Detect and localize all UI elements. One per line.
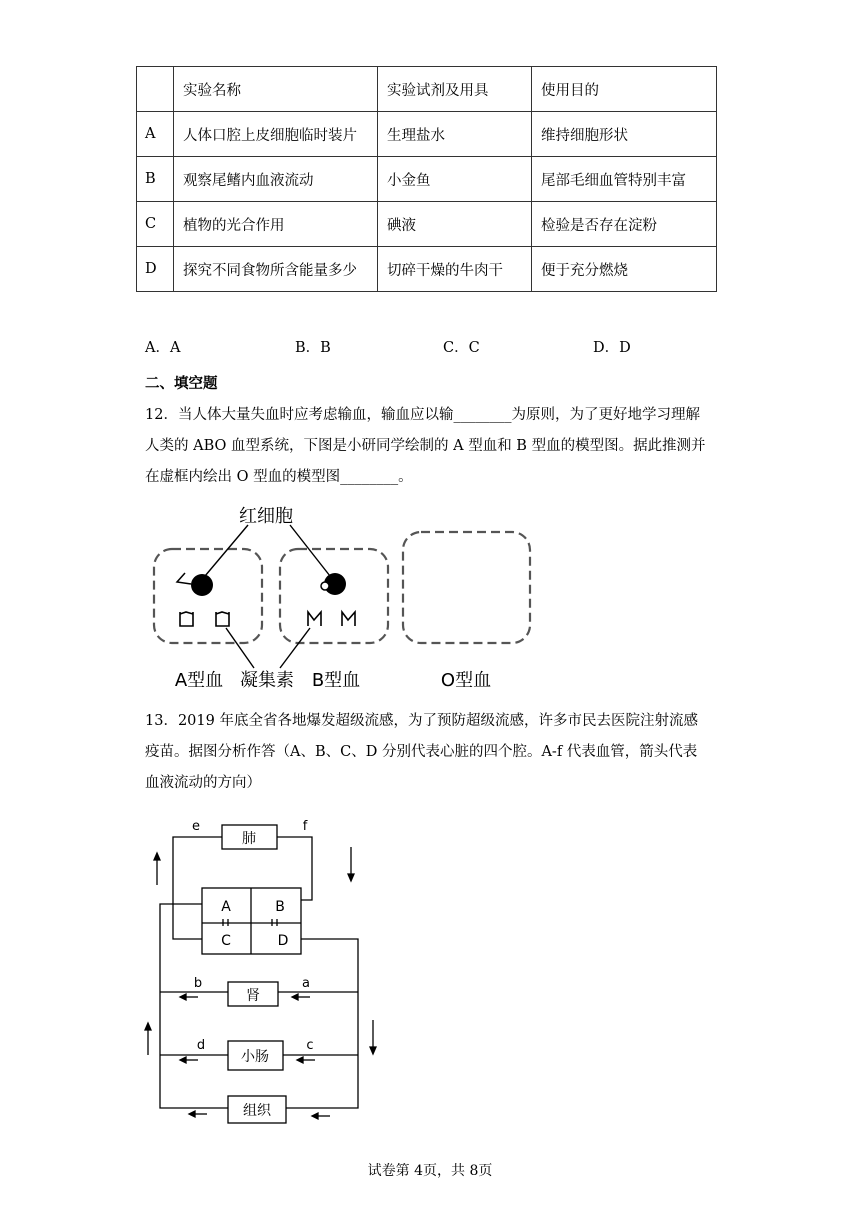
vessel-label: a xyxy=(302,976,310,991)
table-row xyxy=(137,112,717,157)
table-row xyxy=(137,247,717,292)
label-agglutinin: 凝集素 xyxy=(240,670,294,691)
chamber-c: C xyxy=(221,933,231,949)
option-c[interactable]: C．C xyxy=(443,340,480,356)
table-header-cell xyxy=(137,67,174,112)
page-footer: 试卷第 4页，共 8页 xyxy=(367,1163,493,1179)
vessel-label: c xyxy=(306,1038,314,1053)
table-cell: A xyxy=(137,112,174,157)
antigen-b xyxy=(321,582,329,590)
chamber-a: A xyxy=(221,899,231,915)
a-type-box xyxy=(154,549,262,643)
o-type-box[interactable] xyxy=(403,532,530,643)
experiment-table xyxy=(136,66,717,292)
table-header-cell: 使用目的 xyxy=(532,67,717,112)
table-cell: 植物的光合作用 xyxy=(174,202,378,247)
vessel-arterial xyxy=(286,939,358,1108)
agglutinin xyxy=(342,612,355,626)
table-cell: B xyxy=(137,157,174,202)
option-b[interactable]: B．B xyxy=(295,340,331,356)
label-b-type: B型血 xyxy=(311,670,361,691)
question-12 xyxy=(145,400,720,493)
blood-type-figure xyxy=(140,500,550,700)
pointer-line xyxy=(290,525,330,576)
question-line: 12．当人体大量失血时应考虑输血，输血应以输________为原则，为了更好地学习理解 xyxy=(145,407,700,423)
table-row xyxy=(137,157,717,202)
table-cell: 尾部毛细血管特别丰富 xyxy=(532,157,717,202)
b-type-box xyxy=(280,549,388,643)
vessel-f xyxy=(277,837,312,900)
table-cell: 人体口腔上皮细胞临时装片 xyxy=(174,112,378,157)
table-cell: 检验是否存在淀粉 xyxy=(532,202,717,247)
label-intestine: 小肠 xyxy=(241,1049,269,1065)
vessel-label: b xyxy=(193,976,203,991)
section-title: 二、填空题 xyxy=(145,375,218,392)
pointer-line xyxy=(226,628,254,668)
agglutinin xyxy=(216,612,229,626)
chamber-d: D xyxy=(277,933,289,949)
agglutinin xyxy=(180,612,193,626)
vessel-label: d xyxy=(196,1038,206,1053)
red-cell-a xyxy=(191,574,213,596)
question-13 xyxy=(145,706,720,799)
table-cell: 维持细胞形状 xyxy=(532,112,717,157)
label-red-cell: 红细胞 xyxy=(239,506,293,527)
question-line: 在虚框内绘出 O 型血的模型图________。 xyxy=(145,469,413,485)
label-kidney: 肾 xyxy=(246,988,260,1004)
table-row xyxy=(137,202,717,247)
vessel-venous xyxy=(160,904,228,1108)
question-line: 人类的 ABO 血型系统，下图是小研同学绘制的 A 型血和 B 型血的模型图。据此推测并 xyxy=(145,438,706,454)
chamber-b: B xyxy=(275,899,285,915)
pointer-line xyxy=(280,628,310,668)
table-cell: 便于充分燃烧 xyxy=(532,247,717,292)
table-cell: 切碎干燥的牛肉干 xyxy=(378,247,532,292)
option-a[interactable]: A．A xyxy=(145,340,181,356)
question-line: 疫苗。据图分析作答（A、B、C、D 分别代表心脏的四个腔。A-f 代表血管，箭头代表 xyxy=(145,744,698,760)
table-cell: D xyxy=(137,247,174,292)
label-lung: 肺 xyxy=(242,831,256,847)
table-header-row xyxy=(137,67,717,112)
table-header-cell: 实验名称 xyxy=(174,67,378,112)
vessel-label: f xyxy=(302,819,308,834)
label-tissue: 组织 xyxy=(243,1103,271,1119)
table-cell: 观察尾鳍内血液流动 xyxy=(174,157,378,202)
table-header-cell: 实验试剂及用具 xyxy=(378,67,532,112)
circulation-diagram xyxy=(140,815,390,1135)
table-cell: 生理盐水 xyxy=(378,112,532,157)
label-o-type: O型血 xyxy=(440,670,492,691)
table-cell: 探究不同食物所含能量多少 xyxy=(174,247,378,292)
table-cell: C xyxy=(137,202,174,247)
vessel-label: e xyxy=(192,819,200,834)
question-line: 血液流动的方向） xyxy=(145,775,261,791)
agglutinin xyxy=(308,612,321,626)
question-line: 13．2019 年底全省各地爆发超级流感，为了预防超级流感，许多市民去医院注射流感 xyxy=(145,713,698,729)
pointer-line xyxy=(205,525,248,576)
table-cell: 碘液 xyxy=(378,202,532,247)
label-a-type: A型血 xyxy=(174,670,224,691)
antigen-a xyxy=(177,573,191,584)
option-d[interactable]: D．D xyxy=(593,340,631,356)
table-cell: 小金鱼 xyxy=(378,157,532,202)
